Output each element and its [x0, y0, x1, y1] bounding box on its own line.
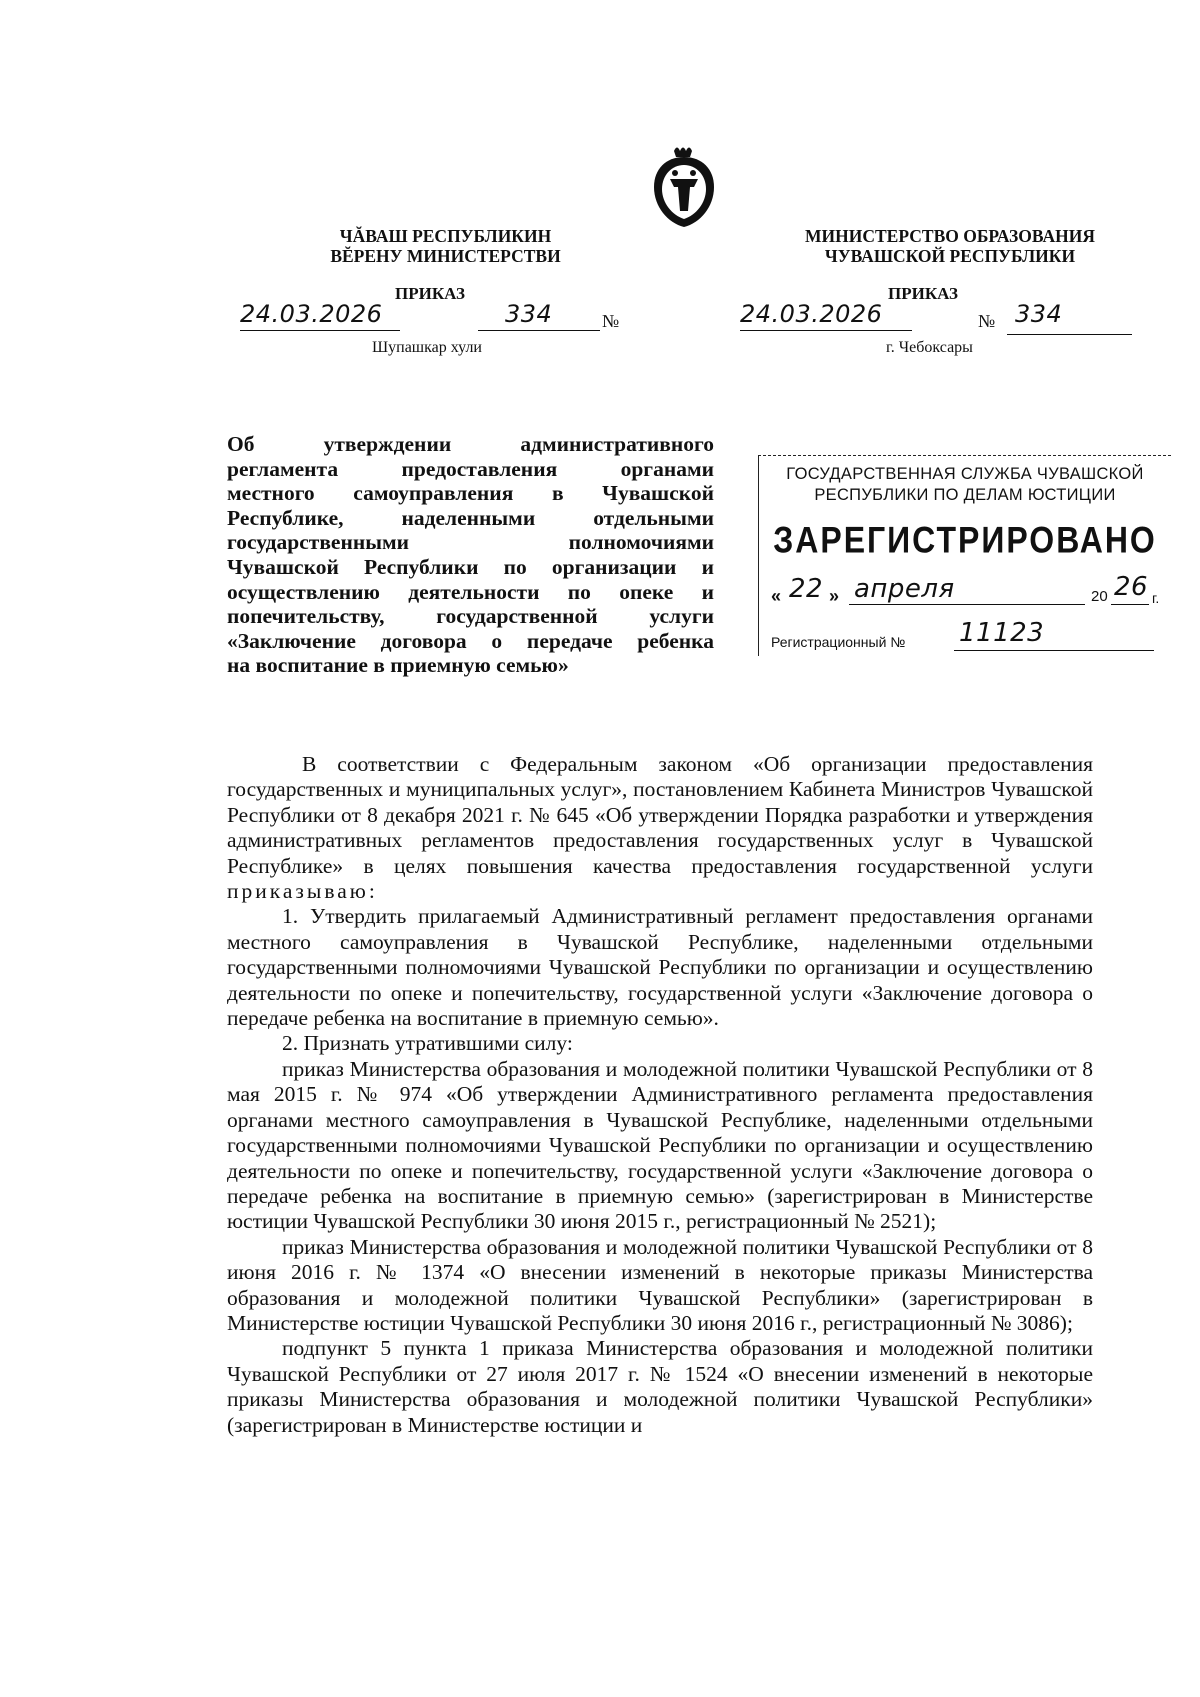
subject-line: Республике, наделенными отдельными — [227, 505, 714, 530]
body-item-2c: подпункт 5 пункта 1 приказа Министерства образования и молодежной политики Чувашской Республики от 27 июля 2017 г. № 1524 «О внесении изменений в некоторые приказы Министерства образования и молодежной политики Чувашской Республики» (зарегистрирован в Министерстве юстиции и — [227, 1336, 1093, 1437]
coat-of-arms-emblem — [648, 143, 720, 229]
order-date-left: 24.03.2026 — [240, 300, 383, 328]
order-label-left: ПРИКАЗ — [395, 284, 465, 303]
header-left-title — [268, 226, 623, 266]
city-right: г. Чебоксары — [886, 339, 973, 356]
body-intro-text: В соответствии с Федеральным законом «Об организации предоставления государственных и муниципальных услуг», постановлением Кабинета Министров Чувашской Республики от 8 декабря 2021 г. № 645 «Об утверждении Порядка разработки и утверждения административных регламентов предоставления государственных услуг в Чувашской Республике» в целях повышения качества предоставления государственной услуги — [227, 752, 1093, 878]
subject-line: государственными полномочиями — [227, 530, 714, 555]
stamp-year-suffix: 26 — [1114, 572, 1149, 602]
stamp-agency-line1: ГОСУДАРСТВЕННАЯ СЛУЖБА ЧУВАШСКОЙ — [786, 465, 1144, 483]
order-subject — [227, 432, 714, 678]
order-number-right: 334 — [1015, 300, 1063, 328]
stamp-agency — [765, 464, 1165, 506]
header-left-line2: ВĔРЕНУ МИНИСТЕРСТВИ — [330, 246, 561, 266]
header-right-line1: МИНИСТЕРСТВО ОБРАЗОВАНИЯ — [805, 226, 1095, 246]
date-underline-left — [240, 330, 400, 331]
body-intro-command: приказываю: — [227, 879, 378, 904]
stamp-year-underline — [1111, 604, 1149, 605]
subject-line: попечительству, государственной услуги — [227, 604, 714, 629]
subject-line: осуществлению деятельности по опеке и — [227, 579, 714, 604]
stamp-month: апреля — [854, 574, 955, 604]
stamp-reg-underline — [954, 650, 1154, 651]
stamp-day: 22 — [789, 574, 824, 604]
registration-stamp — [758, 455, 1171, 656]
subject-line: «Заключение договора о передаче ребенка — [227, 628, 714, 653]
stamp-year-mark: г. — [1152, 590, 1160, 606]
subject-line: Об утверждении административного — [227, 432, 714, 456]
number-underline-right — [1007, 334, 1132, 335]
order-body — [227, 752, 1093, 1438]
stamp-agency-line2: РЕСПУБЛИКИ ПО ДЕЛАМ ЮСТИЦИИ — [814, 486, 1116, 504]
header-right-line2: ЧУВАШСКОЙ РЕСПУБЛИКИ — [824, 246, 1076, 266]
city-left: Шупашкар хули — [372, 339, 482, 356]
stamp-registered-title: ЗАРЕГИСТРИРОВАНО — [773, 519, 1157, 561]
subject-line: Чувашской Республики по организации и — [227, 554, 714, 579]
stamp-reg-label: Регистрационный № — [771, 634, 906, 650]
number-underline-left — [478, 330, 600, 331]
header-right-title — [750, 226, 1150, 266]
stamp-quote-close: » — [829, 586, 840, 606]
stamp-year-prefix: 20 — [1091, 588, 1108, 605]
stamp-quote-open: « — [771, 586, 782, 606]
stamp-reg-number: 11123 — [959, 618, 1045, 648]
header-left-line1: ЧĂВАШ РЕСПУБЛИКИН — [339, 226, 552, 246]
body-intro — [227, 752, 1093, 904]
stamp-month-underline — [849, 604, 1085, 605]
date-underline-right — [740, 330, 912, 331]
order-number-left: 334 — [505, 300, 553, 328]
body-item-1: 1. Утвердить прилагаемый Административный регламент предоставления органами местного самоуправления в Чувашской Республике, наделенными отдельными государственными полномочиями Чувашской Республики по организации и осуществлению деятельности по опеке и попечительству, государственной услуги «Заключение договора о передаче ребенка на воспитание в приемную семью». — [227, 904, 1093, 1031]
number-sign-right: № — [978, 311, 996, 331]
subject-line: регламента предоставления органами — [227, 456, 714, 481]
order-label-right: ПРИКАЗ — [888, 284, 958, 303]
body-item-2a: приказ Министерства образования и молодежной политики Чувашской Республики от 8 мая 2015 г. № 974 «Об утверждении Административного регламента предоставления органами местного самоуправления в Чувашской Республике, наделенными отдельными государственными полномочиями Чувашской Республики по организации и осуществлению деятельности по опеке и попечительству, государственной услуги «Заключение договора о передаче ребенка на воспитание в приемную семью» (зарегистрирован в Министерстве юстиции Чувашской Республики 30 июня 2015 г., регистрационный № 2521); — [227, 1056, 1093, 1234]
number-sign-left: № — [602, 311, 620, 331]
body-item-2: 2. Признать утратившими силу: — [282, 1031, 573, 1056]
order-date-right: 24.03.2026 — [740, 300, 883, 328]
subject-line: местного самоуправления в Чувашской — [227, 481, 714, 506]
body-item-2b: приказ Министерства образования и молодежной политики Чувашской Республики от 8 июня 2016 г. № 1374 «О внесении изменений в некоторые приказы Министерства образования и молодежной политики Чувашской Республики» (зарегистрирован в Министерстве юстиции Чувашской Республики 30 июня 2016 г., регистрационный № 3086); — [227, 1234, 1093, 1335]
subject-line: на воспитание в приемную семью» — [227, 653, 569, 678]
